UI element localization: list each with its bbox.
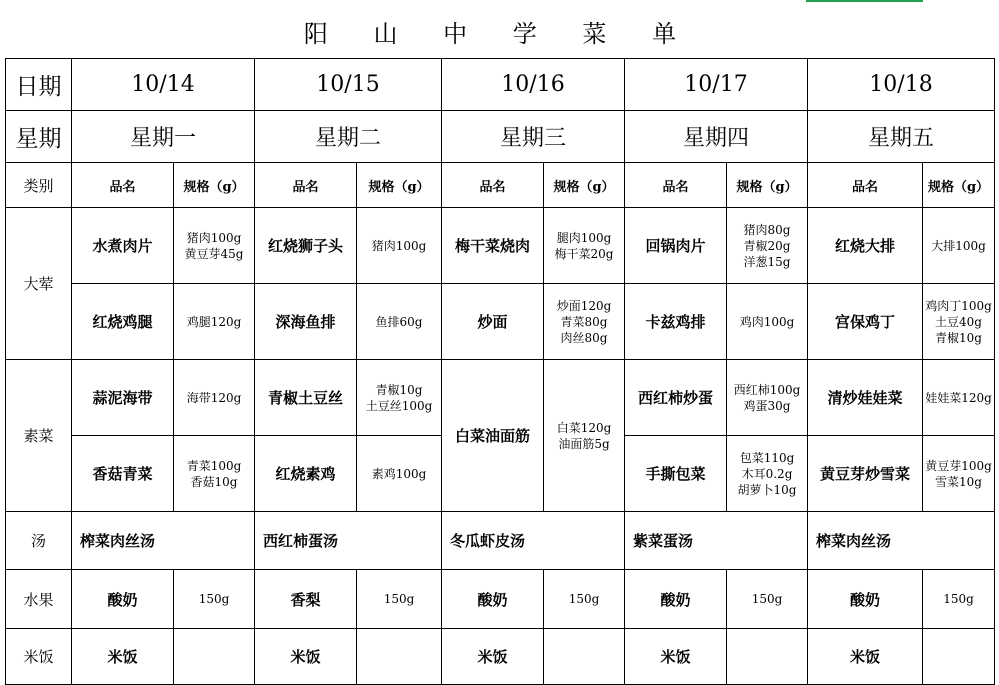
dish-name-header: 品名: [442, 163, 544, 208]
spec-line: 黄豆芽45g: [184, 246, 244, 261]
dish-cell: 米饭: [442, 629, 544, 685]
spec-line: 大排100g: [931, 238, 986, 253]
spec-line: 土豆40g: [935, 314, 982, 329]
dish-cell: 米饭: [625, 629, 727, 685]
spec-line: 鱼排60g: [375, 314, 423, 329]
meat-row-2: [6, 284, 995, 360]
weekday-cell: 星期三: [442, 111, 625, 163]
dish-cell: 红烧鸡腿: [72, 284, 174, 360]
spec-line: 青椒20g: [743, 238, 791, 253]
spec-cell: [544, 360, 625, 512]
dish-cell: 香菇青菜: [72, 436, 174, 512]
dish-cell: 清炒娃娃菜: [808, 360, 923, 436]
date-cell: 10/14: [72, 59, 255, 111]
dish-cell: 卡兹鸡排: [625, 284, 727, 360]
accent-bar: [806, 0, 923, 2]
page-title: 阳 山 中 学 菜 单: [303, 20, 696, 48]
dish-cell: 青椒土豆丝: [255, 360, 357, 436]
spec-cell: [357, 629, 442, 685]
spec-line: 肉丝80g: [560, 330, 608, 345]
page-header: [0, 0, 999, 58]
spec-line: 香菇10g: [190, 474, 238, 489]
date-label: 日期: [6, 59, 72, 111]
spec-line: 青菜100g: [186, 458, 242, 473]
spec-cell: 150g: [923, 570, 995, 629]
fruit-row: [6, 570, 995, 629]
dish-name-header: 品名: [808, 163, 923, 208]
spec-cell: [727, 436, 808, 512]
date-row: [6, 59, 995, 111]
spec-line: 鸡蛋30g: [743, 398, 791, 413]
dish-cell: 黄豆芽炒雪菜: [808, 436, 923, 512]
category-header: 类别: [6, 163, 72, 208]
spec-line: 猪肉100g: [371, 238, 427, 253]
dish-cell: 深海鱼排: [255, 284, 357, 360]
spec-cell: [727, 208, 808, 284]
spec-line: 青椒10g: [375, 382, 423, 397]
weekday-label: 星期: [6, 111, 72, 163]
spec-header: 规格（g）: [923, 163, 995, 208]
dish-cell: 回锅肉片: [625, 208, 727, 284]
spec-cell: [544, 208, 625, 284]
soup-dish-cell: 榨菜肉丝汤: [808, 512, 995, 570]
dish-cell: 米饭: [255, 629, 357, 685]
weekday-cell: 星期五: [808, 111, 995, 163]
spec-cell: [174, 208, 255, 284]
spec-cell: [544, 284, 625, 360]
spec-cell: [357, 208, 442, 284]
date-cell: 10/16: [442, 59, 625, 111]
dish-cell: 宫保鸡丁: [808, 284, 923, 360]
dish-cell: 酸奶: [625, 570, 727, 629]
spec-line: 黄豆芽100g: [925, 458, 992, 473]
dish-cell: 手撕包菜: [625, 436, 727, 512]
spec-header: 规格（g）: [357, 163, 442, 208]
spec-line: 洋葱15g: [743, 254, 791, 269]
date-cell: 10/15: [255, 59, 442, 111]
spec-cell: [923, 360, 995, 436]
spec-line: 土豆丝100g: [365, 398, 433, 413]
veg-row-1: [6, 360, 995, 436]
spec-cell: [357, 360, 442, 436]
spec-line: 海带120g: [186, 390, 242, 405]
spec-line: 胡萝卜10g: [737, 482, 797, 497]
spec-cell: [357, 436, 442, 512]
spec-cell: 150g: [174, 570, 255, 629]
spec-line: 油面筋5g: [558, 436, 610, 451]
spec-cell: 150g: [544, 570, 625, 629]
dish-cell: 酸奶: [72, 570, 174, 629]
spec-line: 木耳0.2g: [741, 466, 793, 481]
spec-cell: [174, 436, 255, 512]
soup-dish-cell: 冬瓜虾皮汤: [442, 512, 625, 570]
dish-name-header: 品名: [72, 163, 174, 208]
category-rice: 米饭: [6, 629, 72, 685]
dish-cell: 红烧素鸡: [255, 436, 357, 512]
spec-line: 鸡腿120g: [186, 314, 242, 329]
category-veg: 素菜: [6, 360, 72, 512]
category-meat: 大荤: [6, 208, 72, 360]
spec-line: 炒面120g: [556, 298, 612, 313]
menu-table: [5, 58, 995, 685]
dish-cell: 米饭: [72, 629, 174, 685]
spec-header: 规格（g）: [727, 163, 808, 208]
category-soup: 汤: [6, 512, 72, 570]
soup-row: [6, 512, 995, 570]
spec-cell: 150g: [357, 570, 442, 629]
dish-cell: 米饭: [808, 629, 923, 685]
spec-cell: [923, 436, 995, 512]
dish-cell: 红烧大排: [808, 208, 923, 284]
dish-cell: 蒜泥海带: [72, 360, 174, 436]
spec-cell: [727, 629, 808, 685]
dish-cell: 西红柿炒蛋: [625, 360, 727, 436]
spec-line: 猪肉100g: [186, 230, 242, 245]
dish-cell: 酸奶: [442, 570, 544, 629]
dish-cell: 酸奶: [808, 570, 923, 629]
spec-line: 青菜80g: [560, 314, 608, 329]
spec-cell: [727, 360, 808, 436]
spec-cell: 150g: [727, 570, 808, 629]
meat-row-1: [6, 208, 995, 284]
date-cell: 10/18: [808, 59, 995, 111]
soup-dish-cell: 西红柿蛋汤: [255, 512, 442, 570]
column-header-row: [6, 163, 995, 208]
spec-line: 素鸡100g: [371, 466, 427, 481]
spec-header: 规格（g）: [544, 163, 625, 208]
rice-row: [6, 629, 995, 685]
spec-line: 白菜120g: [556, 420, 612, 435]
dish-cell: 梅干菜烧肉: [442, 208, 544, 284]
weekday-cell: 星期四: [625, 111, 808, 163]
spec-line: 腿肉100g: [556, 230, 612, 245]
dish-name-header: 品名: [625, 163, 727, 208]
category-fruit: 水果: [6, 570, 72, 629]
soup-dish-cell: 榨菜肉丝汤: [72, 512, 255, 570]
spec-cell: [357, 284, 442, 360]
spec-line: 猪肉80g: [743, 222, 791, 237]
spec-cell: [544, 629, 625, 685]
spec-line: 雪菜10g: [935, 474, 982, 489]
weekday-cell: 星期二: [255, 111, 442, 163]
spec-line: 青椒10g: [935, 330, 982, 345]
spec-cell: [923, 629, 995, 685]
spec-cell: [174, 629, 255, 685]
soup-dish-cell: 紫菜蛋汤: [625, 512, 808, 570]
spec-line: 梅干菜20g: [554, 246, 614, 261]
dish-name-header: 品名: [255, 163, 357, 208]
spec-cell: [174, 284, 255, 360]
spec-line: 包菜110g: [739, 450, 795, 465]
dish-cell: 水煮肉片: [72, 208, 174, 284]
spec-line: 娃娃菜120g: [925, 390, 992, 405]
dish-cell: 炒面: [442, 284, 544, 360]
date-cell: 10/17: [625, 59, 808, 111]
spec-header: 规格（g）: [174, 163, 255, 208]
spec-cell: [727, 284, 808, 360]
spec-cell: [923, 208, 995, 284]
weekday-row: [6, 111, 995, 163]
spec-line: 西红柿100g: [733, 382, 801, 397]
spec-cell: [923, 284, 995, 360]
weekday-cell: 星期一: [72, 111, 255, 163]
spec-line: 鸡肉丁100g: [925, 298, 992, 313]
spec-line: 鸡肉100g: [739, 314, 795, 329]
dish-cell: 白菜油面筋: [442, 360, 544, 512]
spec-cell: [174, 360, 255, 436]
dish-cell: 香梨: [255, 570, 357, 629]
dish-cell: 红烧狮子头: [255, 208, 357, 284]
